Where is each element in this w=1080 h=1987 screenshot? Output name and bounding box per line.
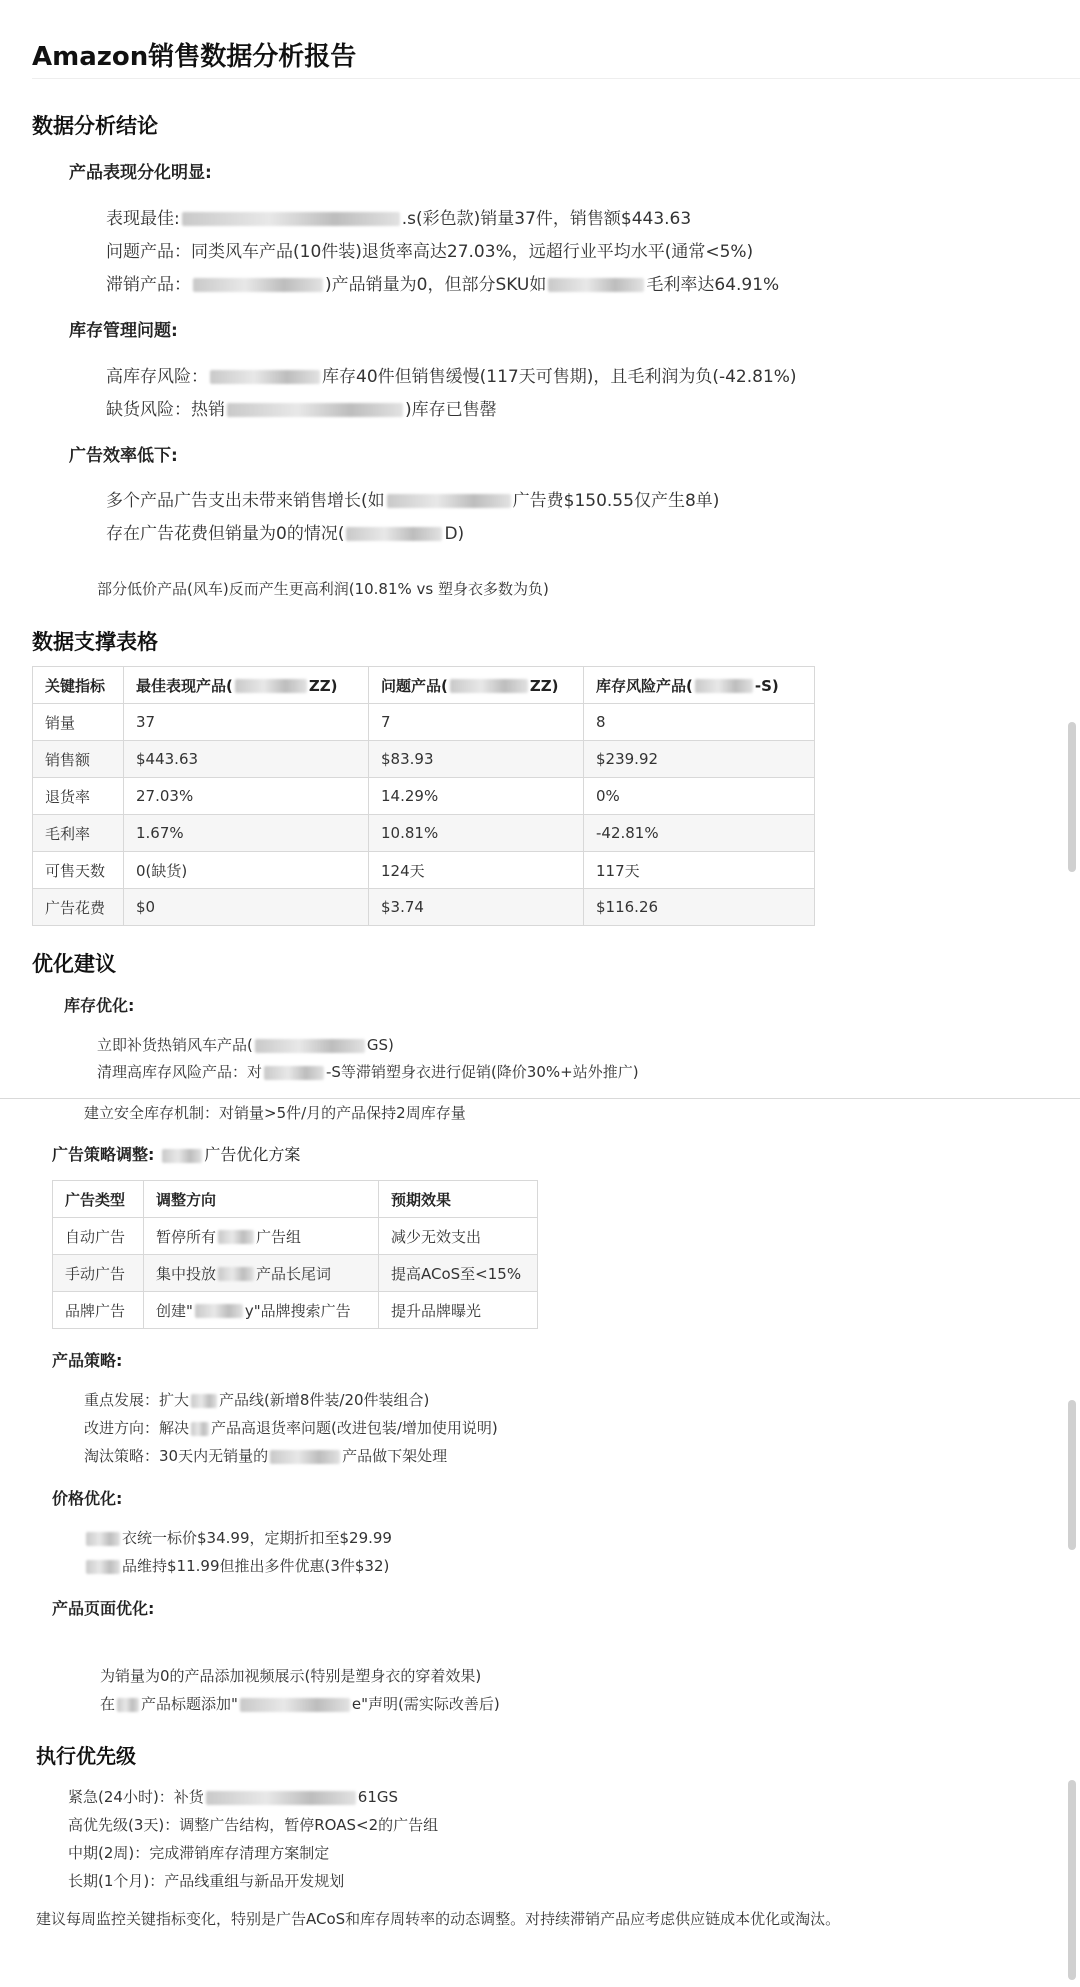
page-opt-line-2: 在 产品标题添加" e"声明(需实际改善后): [100, 1695, 500, 1713]
redacted-text: [240, 1698, 350, 1712]
header-metric: 关键指标: [33, 667, 124, 704]
problem-product-line: 问题产品：同类风车产品(10件装)退货率高达27.03%，远超行业平均水平(通常<5%): [106, 242, 754, 262]
table-row: 品牌广告 创建" y"品牌搜索广告 提升品牌曝光: [53, 1292, 538, 1329]
ads1-suffix: 广告费$150.55仅产生8单): [512, 491, 720, 511]
ads-line-2: [106, 519, 464, 544]
redacted-text: [264, 1066, 324, 1080]
ads-heading: 广告效率低下:: [69, 446, 178, 466]
redacted-text: [450, 679, 528, 693]
redacted-text: [227, 403, 403, 417]
price-heading: 价格优化:: [52, 1489, 123, 1508]
table-header-row: [33, 667, 815, 704]
priority-heading: 执行优先级: [36, 1744, 136, 1768]
table-header-row: 广告类型 调整方向 预期效果: [53, 1181, 538, 1218]
redacted-text: [182, 212, 400, 226]
priority-summary: 建议每周监控关键指标变化，特别是广告ACoS和库存周转率的动态调整。对持续滞销产品应考虑供应链成本优化或淘汰。: [36, 1910, 841, 1928]
ad-strategy-table: [52, 1180, 538, 1329]
ads1-prefix: 多个产品广告支出未带来销售增长(如: [106, 491, 385, 511]
performance-heading: 产品表现分化明显:: [69, 163, 212, 183]
support-table-heading: 数据支撑表格: [32, 630, 158, 654]
best-prefix: 表现最佳:: [106, 209, 180, 229]
redacted-text: [210, 370, 320, 384]
table-row: 毛利率 1.67% 10.81% -42.81%: [33, 815, 815, 852]
high-stock-line: [106, 362, 797, 387]
redacted-text: [346, 527, 442, 541]
page-opt-line-1: 为销量为0的产品添加视频展示(特别是塑身衣的穿着效果): [100, 1667, 482, 1685]
redacted-text: [117, 1698, 139, 1712]
slow-prefix: 滞销产品：: [106, 275, 191, 295]
priority-line-3: 中期(2周)：完成滞销库存清理方案制定: [68, 1844, 330, 1862]
table-row: 销售额 $443.63 $83.93 $239.92: [33, 741, 815, 778]
conclusion-note: 部分低价产品(风车)反而产生更高利润(10.81% vs 塑身衣多数为负): [97, 580, 549, 598]
redacted-text: [218, 1267, 254, 1281]
redacted-text: [255, 1039, 365, 1053]
slow-suffix: 毛利率达64.91%: [646, 275, 780, 295]
redacted-text: [387, 494, 511, 508]
product-strategy-heading: 产品策略:: [52, 1351, 123, 1370]
conclusions-heading: 数据分析结论: [32, 114, 158, 138]
product-line-2: 改进方向：解决 产品高退货率问题(改进包装/增加使用说明): [84, 1419, 498, 1437]
priority-line-4: 长期(1个月)：产品线重组与新品开发规划: [68, 1872, 345, 1890]
high-suffix: 库存40件但销售缓慢(117天可售期)，且毛利润为负(-42.81%): [322, 367, 797, 387]
redacted-text: [235, 679, 307, 693]
support-data-table: [32, 666, 815, 926]
redacted-text: [191, 1422, 209, 1436]
title-divider: [32, 78, 1080, 79]
redacted-text: [162, 1149, 202, 1163]
redacted-text: [206, 1791, 356, 1805]
table-row: 销量 37 7 8: [33, 704, 815, 741]
inventory-opt-line-2: 清理高库存风险产品：对 -S等滞销塑身衣进行促销(降价30%+站外推广): [97, 1063, 639, 1081]
price-line-1: 衣统一标价$34.99，定期折扣至$29.99: [84, 1527, 392, 1548]
redacted-text: [218, 1230, 254, 1244]
redacted-text: [695, 679, 753, 693]
price-line-2: 品维持$11.99但推出多件优惠(3件$32): [84, 1555, 389, 1576]
redacted-text: [195, 1304, 243, 1318]
table-row: 可售天数 0(缺货) 124天 117天: [33, 852, 815, 889]
vertical-scrollbar[interactable]: [1068, 722, 1076, 872]
redacted-text: [191, 1394, 217, 1408]
redacted-text: [86, 1532, 120, 1546]
product-line-1: 重点发展：扩大 产品线(新增8件装/20件装组合): [84, 1391, 430, 1409]
inventory-opt-line-1: 立即补货热销风车产品( GS): [97, 1036, 394, 1054]
best-suffix: .s(彩色款)销量37件，销售额$443.63: [401, 209, 692, 229]
inventory-heading: 库存管理问题:: [69, 321, 178, 341]
header-problem: 问题产品( ZZ): [369, 667, 584, 704]
table-row: 退货率 27.03% 14.29% 0%: [33, 778, 815, 815]
short-prefix: 缺货风险：热销: [106, 400, 225, 420]
table-row: 广告花费 $0 $3.74 $116.26: [33, 889, 815, 926]
ads-line-1: [106, 486, 719, 511]
redacted-text: [548, 278, 644, 292]
short-stock-line: [106, 395, 497, 420]
header-best: 最佳表现产品( ZZ): [124, 667, 369, 704]
redacted-text: [270, 1450, 340, 1464]
optimization-heading: 优化建议: [32, 952, 116, 976]
short-suffix: )库存已售罄: [405, 400, 497, 420]
header-risk: 库存风险产品( -S): [584, 667, 815, 704]
ad-strategy-heading: 广告策略调整: 广告优化方案: [52, 1145, 301, 1164]
page-opt-heading: 产品页面优化:: [52, 1599, 155, 1618]
vertical-scrollbar-lower[interactable]: [1068, 1780, 1076, 1980]
high-prefix: 高库存风险：: [106, 367, 208, 387]
redacted-text: [193, 278, 323, 292]
best-product-line: [106, 204, 691, 229]
priority-line-1: 紧急(24小时)：补货 61GS: [68, 1788, 399, 1806]
priority-line-2: 高优先级(3天)：调整广告结构，暂停ROAS<2的广告组: [68, 1816, 439, 1834]
product-line-3: 淘汰策略：30天内无销量的 产品做下架处理: [84, 1447, 448, 1465]
redacted-text: [86, 1560, 120, 1574]
table-row: 自动广告 暂停所有 广告组 减少无效支出: [53, 1218, 538, 1255]
report-pane-bottom: [0, 1100, 1080, 1987]
ads2-prefix: 存在广告花费但销量为0的情况(: [106, 524, 345, 544]
inventory-opt-heading: 库存优化:: [64, 996, 135, 1015]
vertical-scrollbar[interactable]: [1068, 1400, 1076, 1550]
slow-product-line: [106, 270, 779, 295]
report-title: Amazon销售数据分析报告: [32, 42, 357, 72]
inventory-opt-line-3: 建立安全库存机制：对销量>5件/月的产品保持2周库存量: [84, 1104, 466, 1122]
ads2-suffix: D): [444, 524, 465, 544]
slow-mid: )产品销量为0，但部分SKU如: [325, 275, 547, 295]
table-row: 手动广告 集中投放 产品长尾词 提高ACoS至<15%: [53, 1255, 538, 1292]
